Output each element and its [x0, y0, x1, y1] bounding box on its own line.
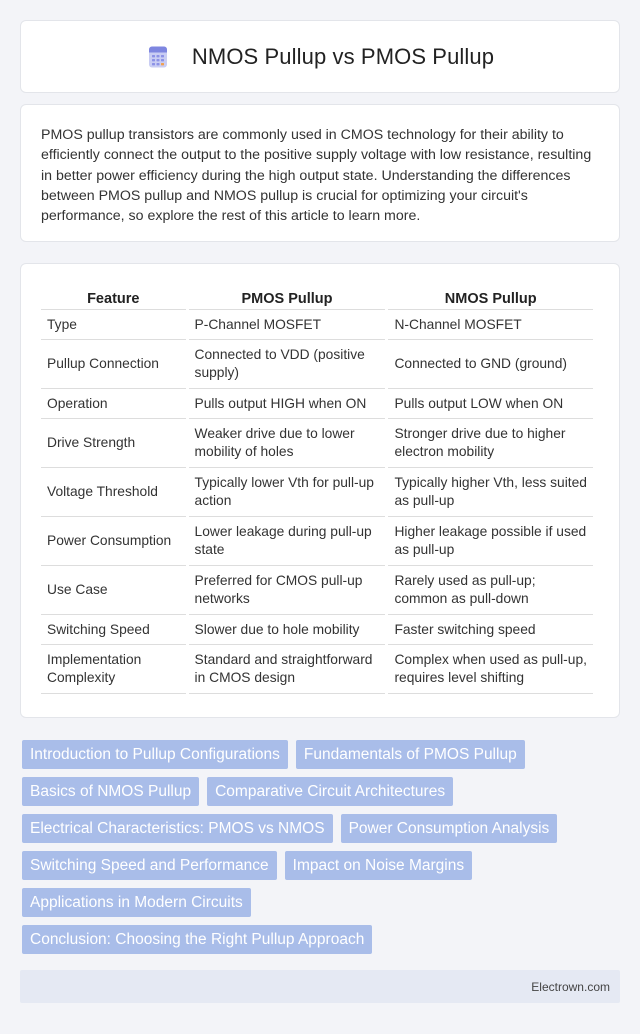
footer [20, 970, 620, 1003]
feature-cell: Use Case [41, 566, 186, 615]
table-row [41, 517, 593, 566]
feature-cell: Type [41, 310, 186, 340]
table-row [41, 310, 593, 340]
footer-site[interactable]: Electrown.com [531, 979, 610, 994]
tag-row [22, 777, 622, 806]
header-card [20, 20, 620, 93]
table-row [41, 645, 593, 694]
table-row [41, 340, 593, 389]
pmos-cell: Preferred for CMOS pull-up networks [189, 566, 386, 615]
tag-link[interactable]: Power Consumption Analysis [341, 814, 558, 843]
pmos-cell: Standard and straightforward in CMOS design [189, 645, 386, 694]
calculator-icon [146, 45, 170, 69]
nmos-cell: Connected to GND (ground) [388, 340, 593, 389]
header [146, 44, 494, 70]
nmos-cell: Higher leakage possible if used as pull-up [388, 517, 593, 566]
intro-card [20, 104, 620, 242]
tag-row [22, 740, 622, 769]
comparison-table [38, 284, 596, 694]
table-row [41, 615, 593, 645]
pmos-cell: P-Channel MOSFET [189, 310, 386, 340]
page-title: NMOS Pullup vs PMOS Pullup [191, 43, 495, 69]
nmos-cell: Faster switching speed [388, 615, 593, 645]
nmos-cell: Rarely used as pull-up; common as pull-down [388, 566, 593, 615]
table-header-row [41, 284, 593, 310]
tag-row [22, 925, 622, 954]
comparison-table-card [20, 263, 620, 718]
pmos-cell: Lower leakage during pull-up state [189, 517, 386, 566]
nmos-cell: N-Channel MOSFET [388, 310, 593, 340]
feature-cell: Implementation Complexity [41, 645, 186, 694]
feature-cell: Switching Speed [41, 615, 186, 645]
tag-link[interactable]: Fundamentals of PMOS Pullup [296, 740, 525, 769]
tag-row [22, 888, 622, 917]
intro-paragraph: PMOS pullup transistors are commonly used in CMOS technology for their ability to efficiently connect the output to the positive supply voltage with low resistance, resulting in better power efficiency during the high output state. Understanding the differences between PMOS pullup and NMOS pullup is crucial for optimizing your circuit's performance, so explore the rest of this article to learn more. [41, 127, 592, 225]
tag-link[interactable]: Switching Speed and Performance [22, 851, 277, 880]
feature-cell: Voltage Threshold [41, 468, 186, 517]
feature-cell: Pullup Connection [41, 340, 186, 389]
table-row [41, 468, 593, 517]
pmos-cell: Pulls output HIGH when ON [189, 389, 386, 419]
tag-row [22, 814, 622, 843]
table-row [41, 566, 593, 615]
tag-row [22, 851, 622, 880]
tag-link[interactable]: Introduction to Pullup Configurations [22, 740, 288, 769]
nmos-cell: Pulls output LOW when ON [388, 389, 593, 419]
header-nmos: NMOS Pullup [388, 284, 593, 310]
feature-cell: Drive Strength [41, 419, 186, 468]
tag-link[interactable]: Applications in Modern Circuits [22, 888, 251, 917]
tag-link[interactable]: Impact on Noise Margins [285, 851, 472, 880]
tag-link[interactable]: Electrical Characteristics: PMOS vs NMOS [22, 814, 333, 843]
table-row [41, 419, 593, 468]
pmos-cell: Weaker drive due to lower mobility of holes [189, 419, 386, 468]
header-pmos: PMOS Pullup [189, 284, 386, 310]
pmos-cell: Connected to VDD (positive supply) [189, 340, 386, 389]
table-row [41, 389, 593, 419]
nmos-cell: Typically higher Vth, less suited as pull-up [388, 468, 593, 517]
pmos-cell: Typically lower Vth for pull-up action [189, 468, 386, 517]
pmos-cell: Slower due to hole mobility [189, 615, 386, 645]
tag-link[interactable]: Conclusion: Choosing the Right Pullup Approach [22, 925, 372, 954]
feature-cell: Operation [41, 389, 186, 419]
tag-link[interactable]: Comparative Circuit Architectures [207, 777, 453, 806]
feature-cell: Power Consumption [41, 517, 186, 566]
topic-tags [22, 740, 622, 962]
header-feature: Feature [41, 284, 186, 310]
tag-link[interactable]: Basics of NMOS Pullup [22, 777, 199, 806]
nmos-cell: Stronger drive due to higher electron mobility [388, 419, 593, 468]
nmos-cell: Complex when used as pull-up, requires level shifting [388, 645, 593, 694]
